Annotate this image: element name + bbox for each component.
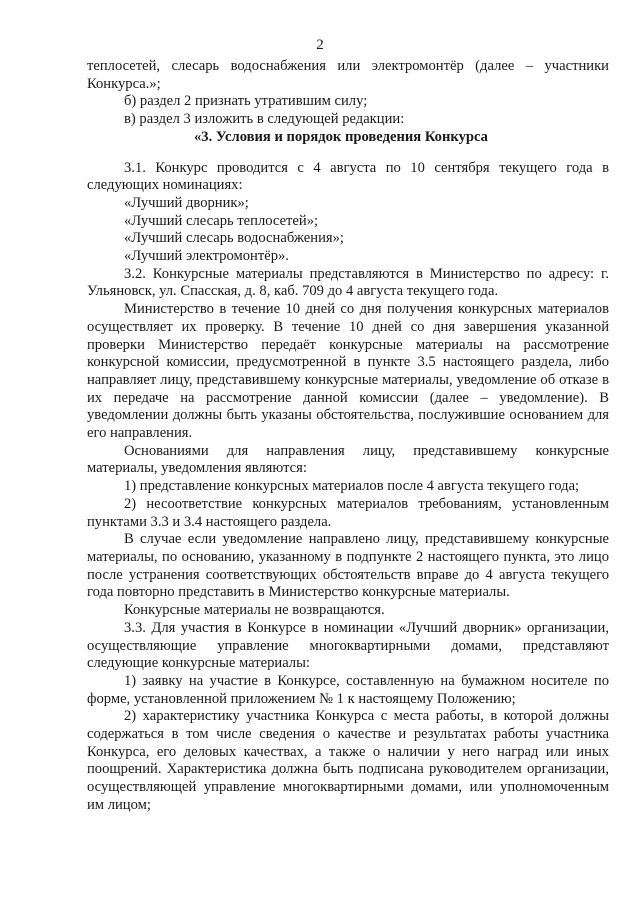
paragraph-3-2: 3.2. Конкурсные материалы представляются в Министерство по адресу: г. Ульяновск, ул. Спасская, д. 8, каб. 709 до 4 августа текущего года. bbox=[87, 265, 609, 300]
page-number: 2 bbox=[316, 37, 324, 53]
paragraph-resubmission: В случае если уведомление направлено лицу, представившему конкурсные материалы, по основанию, указанному в подпункте 2 настоящего пункта, это лицо после устранения соответствующих обстоятельств вправе до 4 августа текущего года повторно представить в Министерство конкурсные материалы. bbox=[87, 531, 609, 601]
paragraph-item-b: б) раздел 2 признать утратившим силу; bbox=[124, 93, 368, 110]
nomination-item: «Лучший слесарь водоснабжения»; bbox=[124, 230, 344, 247]
material-item: 2) характеристику участника Конкурса с места работы, в которой должны содержаться в том числе сведения о качестве и результатах работы участника Конкурса, его деловых качествах, а также о наличии у него наград или иных поощрений. Характеристика должна быть подписана руководителем организации, осуществляющей управление многоквартирными домами, или уполномоченным им лицом; bbox=[87, 708, 609, 813]
nomination-item: «Лучший слесарь теплосетей»; bbox=[124, 212, 319, 229]
paragraph-item-v: в) раздел 3 изложить в следующей редакции: bbox=[124, 111, 405, 128]
ground-item: 1) представление конкурсных материалов после 4 августа текущего года; bbox=[124, 478, 580, 495]
paragraph-grounds: Основаниями для направления лицу, представившему конкурсные материалы, уведомления являются: bbox=[87, 442, 609, 477]
nomination-item: «Лучший электромонтёр». bbox=[124, 248, 289, 265]
spacer bbox=[87, 147, 609, 160]
section-heading: «3. Условия и порядок проведения Конкурса bbox=[194, 128, 488, 145]
nomination-item: «Лучший дворник»; bbox=[124, 194, 249, 211]
document-body bbox=[87, 58, 609, 815]
ground-item: 2) несоответствие конкурсных материалов требованиям, установленным пунктами 3.3 и 3.4 настоящего раздела. bbox=[87, 495, 609, 530]
paragraph-ministry-review: Министерство в течение 10 дней со дня получения конкурсных материалов осуществляет их проверку. В течение 10 дней со дня завершения указанной проверки Министерство передаёт конкурсные материалы на рассмотрение конкурсной комиссии, предусмотренной в пункте 3.5 настоящего раздела, либо направляет лицу, представившему конкурсные материалы, уведомление об отказе в их передаче на рассмотрение данной комиссии (далее – уведомление). В уведомлении должны быть указаны обстоятельства, послужившие основанием для его направления. bbox=[87, 301, 609, 442]
paragraph-continuation: теплосетей, слесарь водоснабжения или электромонтёр (далее – участники Конкурса.»; bbox=[87, 58, 609, 92]
paragraph-3-3: 3.3. Для участия в Конкурсе в номинации «Лучший дворник» организации, осуществляющие управление многоквартирными домами, представляют следующие конкурсные материалы: bbox=[87, 619, 609, 672]
paragraph-3-1: 3.1. Конкурс проводится с 4 августа по 10 сентября текущего года в следующих номинациях: bbox=[87, 159, 609, 194]
material-item: 1) заявку на участие в Конкурсе, составленную на бумажном носителе по форме, установленной приложением № 1 к настоящему Положению; bbox=[87, 672, 609, 707]
paragraph-not-returned: Конкурсные материалы не возвращаются. bbox=[124, 602, 385, 619]
